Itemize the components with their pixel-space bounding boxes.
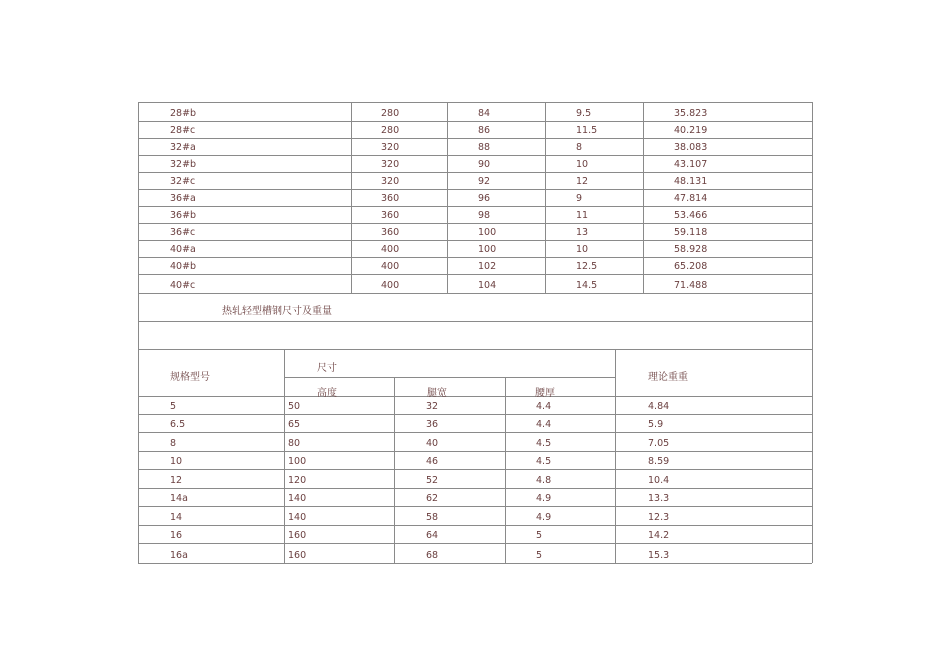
- upper-table-cell: 32#a: [170, 142, 196, 153]
- header-weight: 理论重重: [648, 372, 688, 383]
- lower-table-cell: 52: [426, 475, 439, 486]
- upper-table-cell: 90: [478, 159, 491, 170]
- lower-table-row-rule: [138, 432, 812, 433]
- upper-table-cell: 28#c: [170, 125, 196, 136]
- lower-table-cell: 4.8: [536, 475, 552, 486]
- header-spec: 规格型号: [170, 372, 210, 383]
- lower-table-row-rule: [138, 414, 812, 415]
- upper-table-cell: 40#a: [170, 244, 196, 255]
- upper-table-cell: 9.5: [576, 108, 592, 119]
- upper-table-cell: 100: [478, 244, 497, 255]
- lower-table-cell: 4.5: [536, 456, 552, 467]
- lower-table-cell: 140: [288, 512, 307, 523]
- lower-table-column-rule: [615, 349, 616, 563]
- upper-table-row-rule: [138, 102, 812, 103]
- lower-table-cell: 58: [426, 512, 439, 523]
- lower-table-cell: 140: [288, 493, 307, 504]
- upper-table-cell: 86: [478, 125, 491, 136]
- upper-table-cell: 280: [381, 108, 400, 119]
- upper-table-cell: 53.466: [674, 210, 708, 221]
- upper-table-cell: 320: [381, 142, 400, 153]
- upper-table-cell: 71.488: [674, 280, 708, 291]
- lower-table-cell: 5: [536, 530, 543, 541]
- upper-table-cell: 14.5: [576, 280, 598, 291]
- lower-table-cell: 16: [170, 530, 183, 541]
- upper-table-cell: 36#b: [170, 210, 197, 221]
- lower-table-cell: 36: [426, 419, 439, 430]
- lower-table-cell: 4.84: [648, 401, 670, 412]
- header-height: 高度: [317, 388, 337, 399]
- upper-table-cell: 11.5: [576, 125, 598, 136]
- upper-table-column-rule: [447, 102, 448, 293]
- upper-table-cell: 32#c: [170, 176, 196, 187]
- upper-table-row-rule: [138, 257, 812, 258]
- lower-table-cell: 7.05: [648, 438, 670, 449]
- upper-table-cell: 320: [381, 159, 400, 170]
- upper-table-cell: 88: [478, 142, 491, 153]
- upper-table-cell: 47.814: [674, 193, 708, 204]
- upper-table-cell: 48.131: [674, 176, 708, 187]
- lower-table-cell: 68: [426, 550, 439, 561]
- lower-table-cell: 120: [288, 475, 307, 486]
- upper-table-cell: 360: [381, 210, 400, 221]
- upper-table-cell: 400: [381, 280, 400, 291]
- upper-table-bottom-rule: [138, 293, 812, 294]
- upper-table-cell: 36#a: [170, 193, 196, 204]
- lower-table-cell: 12.3: [648, 512, 670, 523]
- upper-table-cell: 59.118: [674, 227, 708, 238]
- upper-table-row-rule: [138, 121, 812, 122]
- lower-table-cell: 16a: [170, 550, 188, 561]
- lower-table-cell: 12: [170, 475, 183, 486]
- lower-table-cell: 5: [170, 401, 177, 412]
- lower-table-cell: 4.5: [536, 438, 552, 449]
- lower-table-top-rule: [138, 349, 812, 350]
- upper-table-cell: 65.208: [674, 261, 708, 272]
- lower-table-cell: 160: [288, 530, 307, 541]
- upper-table-row-rule: [138, 274, 812, 275]
- lower-table-cell: 62: [426, 493, 439, 504]
- upper-table-column-rule: [351, 102, 352, 293]
- header-size: 尺寸: [317, 363, 337, 374]
- upper-table-row-rule: [138, 155, 812, 156]
- lower-table-column-rule: [284, 349, 285, 563]
- upper-table-row-rule: [138, 138, 812, 139]
- upper-table-cell: 98: [478, 210, 491, 221]
- upper-table-cell: 58.928: [674, 244, 708, 255]
- lower-table-cell: 4.9: [536, 512, 552, 523]
- upper-table-column-rule: [643, 102, 644, 293]
- lower-table-cell: 8: [170, 438, 177, 449]
- header-waist-thickness: 腰厚: [535, 388, 555, 399]
- upper-table-cell: 11: [576, 210, 589, 221]
- lower-table-cell: 4.4: [536, 401, 552, 412]
- lower-table-cell: 15.3: [648, 550, 670, 561]
- lower-table-cell: 100: [288, 456, 307, 467]
- upper-table-cell: 43.107: [674, 159, 708, 170]
- lower-table-row-rule: [138, 525, 812, 526]
- upper-table-cell: 280: [381, 125, 400, 136]
- upper-table-cell: 104: [478, 280, 497, 291]
- upper-table-row-rule: [138, 172, 812, 173]
- lower-table-column-rule: [505, 377, 506, 563]
- lower-table-cell: 14.2: [648, 530, 670, 541]
- lower-table-cell: 14a: [170, 493, 188, 504]
- upper-table-cell: 10: [576, 244, 589, 255]
- lower-table-cell: 8.59: [648, 456, 670, 467]
- upper-table-cell: 28#b: [170, 108, 197, 119]
- upper-table-cell: 360: [381, 193, 400, 204]
- header-leg-width: 腿宽: [427, 388, 447, 399]
- upper-table-cell: 32#b: [170, 159, 197, 170]
- upper-table-column-rule: [545, 102, 546, 293]
- upper-table-cell: 320: [381, 176, 400, 187]
- lower-table-cell: 10: [170, 456, 183, 467]
- lower-table-cell: 4.9: [536, 493, 552, 504]
- section-title: 热轧轻型槽钢尺寸及重量: [222, 306, 332, 317]
- lower-table-cell: 40: [426, 438, 439, 449]
- lower-table-cell: 10.4: [648, 475, 670, 486]
- lower-table-row-rule: [138, 488, 812, 489]
- header-bottom-rule: [138, 396, 812, 397]
- lower-table-cell: 6.5: [170, 419, 186, 430]
- title-band-rule: [138, 321, 812, 322]
- upper-table-cell: 12.5: [576, 261, 598, 272]
- upper-table-row-rule: [138, 206, 812, 207]
- upper-table-cell: 13: [576, 227, 589, 238]
- upper-table-cell: 84: [478, 108, 491, 119]
- lower-table-row-rule: [138, 469, 812, 470]
- upper-table-row-rule: [138, 240, 812, 241]
- lower-table-cell: 160: [288, 550, 307, 561]
- lower-table-cell: 5.9: [648, 419, 664, 430]
- upper-table-cell: 40#c: [170, 280, 196, 291]
- lower-table-cell: 65: [288, 419, 301, 430]
- upper-table-cell: 36#c: [170, 227, 196, 238]
- upper-table-cell: 102: [478, 261, 497, 272]
- lower-table-cell: 46: [426, 456, 439, 467]
- lower-table-cell: 32: [426, 401, 439, 412]
- upper-table-cell: 38.083: [674, 142, 708, 153]
- upper-table-cell: 360: [381, 227, 400, 238]
- upper-table-cell: 400: [381, 261, 400, 272]
- lower-table-row-rule: [138, 506, 812, 507]
- lower-table-cell: 80: [288, 438, 301, 449]
- lower-table-row-rule: [138, 451, 812, 452]
- lower-table-cell: 13.3: [648, 493, 670, 504]
- upper-table-cell: 35.823: [674, 108, 708, 119]
- lower-table-column-rule: [394, 377, 395, 563]
- upper-table-cell: 96: [478, 193, 491, 204]
- lower-table-cell: 64: [426, 530, 439, 541]
- lower-table-cell: 14: [170, 512, 183, 523]
- lower-table-bottom-rule: [138, 563, 812, 564]
- upper-table-row-rule: [138, 189, 812, 190]
- upper-table-cell: 92: [478, 176, 491, 187]
- lower-table-cell: 50: [288, 401, 301, 412]
- upper-table-cell: 40.219: [674, 125, 708, 136]
- upper-table-cell: 100: [478, 227, 497, 238]
- lower-table-row-rule: [138, 543, 812, 544]
- upper-table-cell: 12: [576, 176, 589, 187]
- upper-table-cell: 400: [381, 244, 400, 255]
- lower-table-cell: 5: [536, 550, 543, 561]
- upper-table-cell: 9: [576, 193, 583, 204]
- upper-table-cell: 40#b: [170, 261, 197, 272]
- upper-table-cell: 8: [576, 142, 583, 153]
- lower-table-cell: 4.4: [536, 419, 552, 430]
- upper-table-cell: 10: [576, 159, 589, 170]
- upper-table-row-rule: [138, 223, 812, 224]
- size-subheader-rule: [284, 377, 615, 378]
